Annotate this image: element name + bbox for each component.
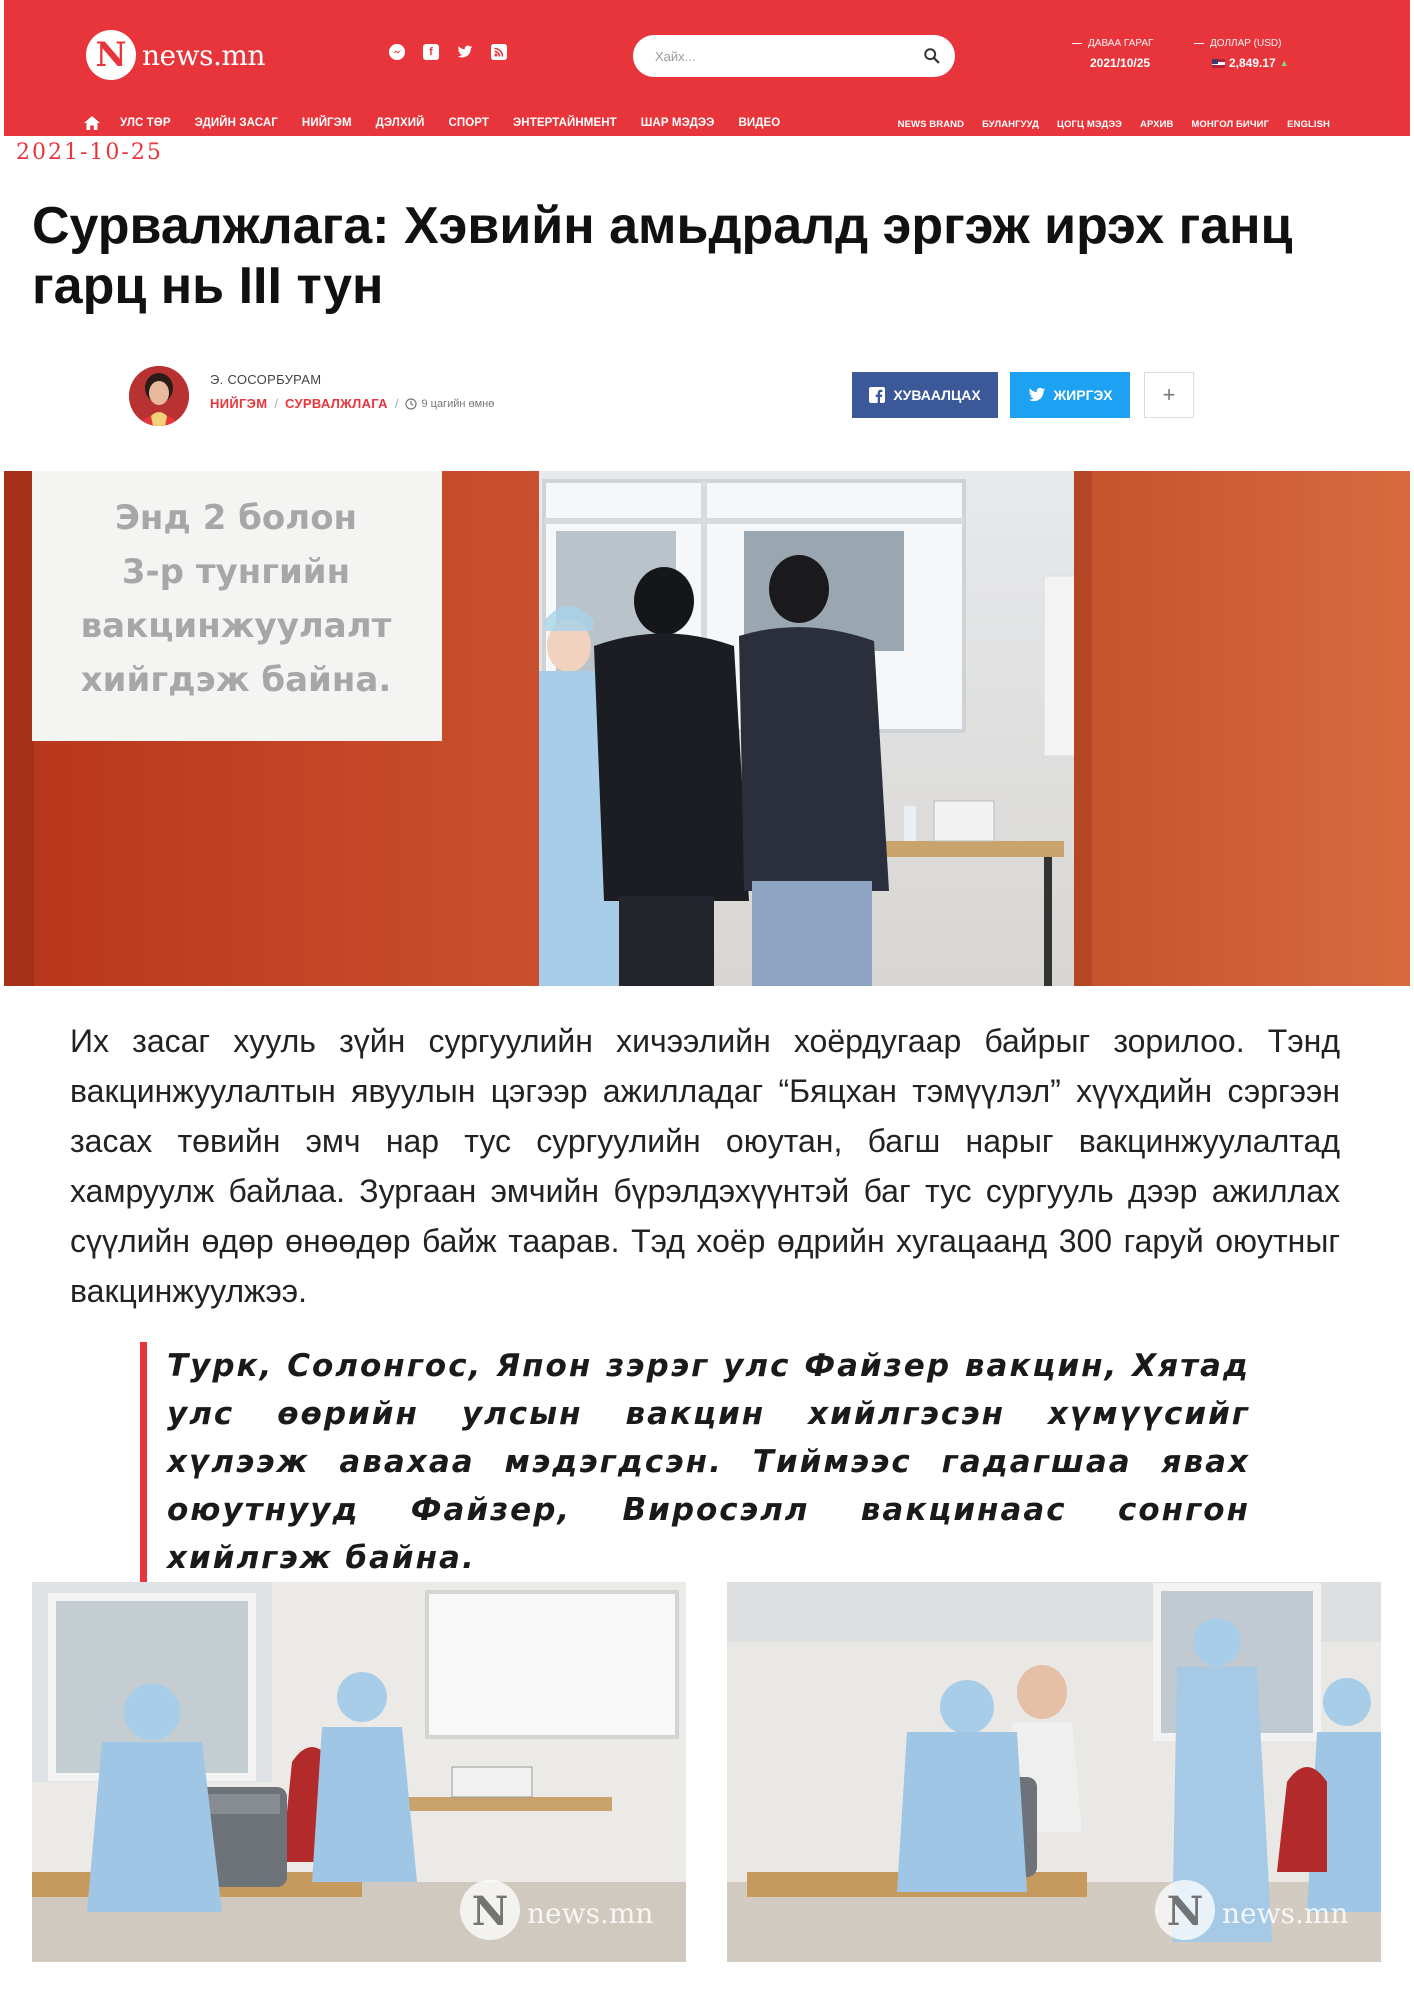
time-ago: 9 цагийн өмнө	[421, 397, 495, 410]
article-quote	[140, 1342, 1250, 1582]
nav-item-economy[interactable]: ЭДИЙН ЗАСАГ	[194, 117, 278, 129]
article-photo-right	[727, 1582, 1381, 1962]
currency-rate	[1212, 56, 1289, 70]
share-facebook-button[interactable]	[852, 372, 998, 418]
facebook-icon	[869, 387, 885, 403]
quote-text: Турк, Солонгос, Япон зэрэг улс Файзер вакцин, Хятад улс өөрийн улсын вакцин хийлгэсэн хүмүүсийг хүлээж авахаа мэдэгдсэн. Тиймээс гадагшаа явах оюутнууд Файзер, Виросэлл вакцинаас сонгон хийлгэж байна.	[167, 1348, 1250, 1576]
svg-text:N: N	[471, 1888, 509, 1935]
search-input[interactable]	[655, 45, 905, 67]
currency-value: 2,849.17	[1229, 56, 1276, 70]
weekday-info	[1072, 38, 1153, 70]
hero-sign-line-2: 3-р тунгийн	[121, 552, 351, 592]
breadcrumb-separator: /	[274, 396, 278, 411]
twitter-icon[interactable]	[457, 44, 473, 60]
weekday-label: ДАВАА ГАРАГ	[1072, 38, 1153, 49]
published-time	[405, 398, 494, 410]
author-avatar[interactable]	[129, 366, 189, 426]
share-twitter-button[interactable]	[1010, 372, 1130, 418]
nav-item-society[interactable]: НИЙГЭМ	[301, 117, 352, 129]
currency-label: ДОЛЛАР (USD)	[1194, 38, 1289, 49]
nav-item-politics[interactable]: УЛС ТӨР	[120, 117, 171, 129]
hero-sign-line-1: Энд 2 болон	[114, 498, 358, 538]
article-meta	[210, 396, 494, 411]
messenger-icon[interactable]	[389, 44, 405, 60]
social-links	[389, 44, 507, 60]
secondary-nav	[880, 119, 1330, 130]
article-date: 2021-10-25	[16, 140, 163, 165]
currency-info	[1194, 38, 1289, 70]
facebook-icon[interactable]: f	[423, 44, 439, 60]
logo-text: news.mn	[142, 38, 265, 72]
hero-image	[4, 471, 1410, 986]
nav-item-video[interactable]: ВИДЕО	[738, 117, 781, 129]
logo-mark: N	[86, 30, 136, 80]
current-date: 2021/10/25	[1090, 56, 1151, 70]
rss-icon[interactable]	[491, 44, 507, 60]
arrow-up-icon: ▲	[1279, 58, 1289, 68]
share-facebook-label: ХУВААЛЦАХ	[893, 387, 981, 403]
search-box	[633, 35, 955, 77]
svg-text:N: N	[1166, 1888, 1204, 1935]
search-icon[interactable]	[923, 47, 941, 65]
nav-item-sport[interactable]: СПОРТ	[448, 117, 490, 129]
site-logo[interactable]	[86, 30, 265, 80]
watermark-text: news.mn	[527, 1897, 654, 1930]
site-header	[4, 0, 1410, 136]
main-nav	[84, 116, 804, 130]
clock-icon	[405, 398, 417, 410]
share-twitter-label: ЖИРГЭХ	[1053, 387, 1113, 403]
nav-item-all-news[interactable]: ЦОГЦ МЭДЭЭ	[1057, 119, 1123, 130]
more-share-button[interactable]: +	[1144, 372, 1194, 418]
author-name[interactable]: Э. СОСОРБУРАМ	[210, 372, 322, 387]
nav-item-world[interactable]: ДЭЛХИЙ	[375, 117, 425, 129]
category-link[interactable]: НИЙГЭМ	[210, 396, 268, 411]
subcategory-link[interactable]: СУРВАЛЖЛАГА	[284, 396, 388, 411]
nav-item-english[interactable]: ENGLISH	[1287, 119, 1330, 130]
watermark-text: news.mn	[1222, 1897, 1349, 1930]
twitter-icon	[1028, 387, 1046, 403]
nav-item-gossip[interactable]: ШАР МЭДЭЭ	[640, 117, 715, 129]
article-title: Сурвалжлага: Хэвийн амьдралд эргэж ирэх ганц гарц нь III тун	[32, 197, 1293, 315]
nav-item-archive[interactable]: АРХИВ	[1140, 119, 1174, 130]
article-photo-left	[32, 1582, 686, 1962]
hero-sign-line-3: вакцинжуулалт	[80, 606, 392, 646]
nav-item-entertainment[interactable]: ЭНТЕРТАЙНМЕНТ	[513, 117, 617, 129]
nav-item-columns[interactable]: БУЛАНГУУД	[982, 119, 1040, 130]
nav-item-mongol-script[interactable]: МОНГОЛ БИЧИГ	[1191, 119, 1270, 130]
hero-sign-line-4: хийгдэж байна.	[80, 660, 392, 700]
home-icon[interactable]	[84, 116, 100, 130]
us-flag-icon	[1212, 59, 1225, 68]
article-paragraph: Их засаг хууль зүйн сургуулийн хичээлийн хоёрдугаар байрыг зорилоо. Тэнд вакцинжуулалтын явуулын цэгээр ажилладаг “Бяцхан тэмүүлэл” хүүхдийн сэргээн засах төвийн эмч нар тус сургуулийн оюутан, багш нарыг вакцинжуулалтад хамруулж байлаа. Зургаан эмчийн бүрэлдэхүүнтэй баг тус сургууль дээр ажиллах сүүлийн өдөр өнөөдөр байж таарав. Тэд хоёр өдрийн хугацаанд 300 гаруй оюутныг вакцинжуулжээ.	[70, 1023, 1340, 1309]
nav-item-news-brand[interactable]: NEWS BRAND	[897, 119, 965, 130]
breadcrumb-separator: /	[394, 396, 399, 411]
